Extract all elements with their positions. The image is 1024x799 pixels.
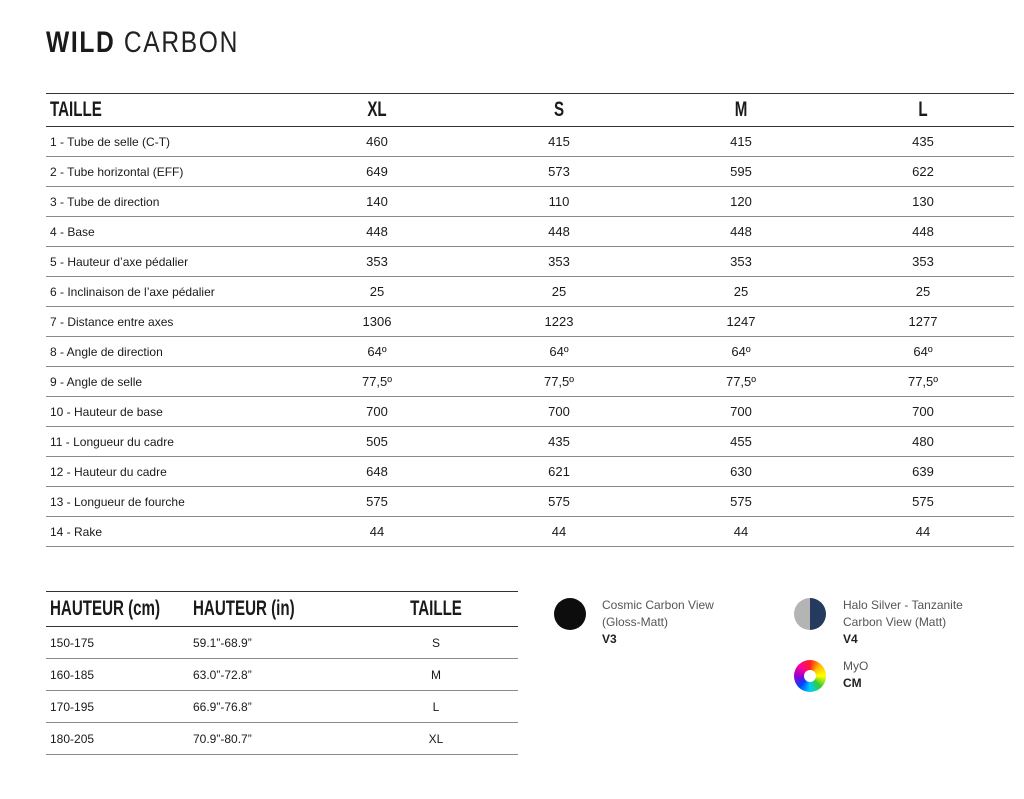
size-table [46, 591, 518, 755]
color-swatch-halo-silver [794, 598, 826, 630]
table-cell: 1223 [544, 314, 574, 329]
table-cell: 448 [730, 224, 752, 239]
table-cell: 448 [912, 224, 934, 239]
table-cell: 435 [912, 134, 934, 149]
color-label-cosmic-carbon [602, 597, 714, 648]
row-label: 13 - Longueur de fourche [50, 494, 185, 509]
table-cell: 575 [366, 494, 388, 509]
table-cell: 353 [548, 254, 570, 269]
table-row [46, 397, 1014, 427]
table-cell: 505 [366, 434, 388, 449]
table-row [46, 277, 1014, 307]
table-row [46, 127, 1014, 157]
table-row [46, 337, 1014, 367]
table-row [46, 187, 1014, 217]
table-cell: 150-175 [50, 635, 95, 650]
size-body [46, 627, 518, 755]
table-cell: 575 [912, 494, 934, 509]
color-swatch-myo [794, 660, 826, 692]
color-name: MyO [843, 659, 869, 673]
header-s: S [553, 98, 565, 121]
color-name: Halo Silver - Tanzanite [843, 598, 963, 612]
table-cell: 415 [548, 134, 570, 149]
table-cell: 140 [366, 194, 388, 209]
row-label: 7 - Distance entre axes [50, 314, 174, 329]
table-row [46, 659, 518, 691]
row-label: 10 - Hauteur de base [50, 404, 163, 419]
table-cell: 648 [366, 464, 388, 479]
table-cell: 64º [731, 344, 751, 359]
table-cell: 63.0”-72.8” [193, 667, 252, 682]
header-size: TAILLE [410, 597, 462, 620]
table-cell: 25 [369, 284, 385, 299]
geometry-header-row [46, 93, 1014, 127]
page-title [46, 26, 239, 60]
table-cell: 353 [912, 254, 934, 269]
header-height-cm: HAUTEUR (cm) [50, 597, 161, 620]
title-bold: WILD [46, 26, 116, 59]
row-label: 1 - Tube de selle (C-T) [50, 134, 171, 149]
table-cell: 77,5º [543, 374, 575, 389]
table-cell: 621 [548, 464, 570, 479]
row-label: 12 - Hauteur du cadre [50, 464, 167, 479]
color-finish: (Gloss-Matt) [602, 615, 668, 629]
table-cell: 460 [366, 134, 388, 149]
table-cell: 448 [548, 224, 570, 239]
header-m: M [734, 98, 748, 121]
table-cell: 575 [548, 494, 570, 509]
table-cell: 573 [548, 164, 570, 179]
table-cell: 77,5º [361, 374, 393, 389]
table-cell: 700 [730, 404, 752, 419]
table-cell: 1277 [908, 314, 938, 329]
table-row [46, 157, 1014, 187]
table-cell: 77,5º [725, 374, 757, 389]
table-cell: 64º [549, 344, 569, 359]
table-cell: 120 [730, 194, 752, 209]
table-cell: 575 [730, 494, 752, 509]
row-label: 5 - Hauteur d’axe pédalier [50, 254, 189, 269]
color-code: CM [843, 676, 862, 690]
table-cell: 110 [548, 194, 570, 209]
table-cell: 649 [366, 164, 388, 179]
row-label: 3 - Tube de direction [50, 194, 160, 209]
table-cell: 700 [548, 404, 570, 419]
table-cell: 180-205 [50, 731, 95, 746]
color-code: V3 [602, 632, 617, 646]
table-row [46, 517, 1014, 547]
table-cell: 353 [366, 254, 388, 269]
table-row [46, 307, 1014, 337]
table-cell: S [431, 635, 440, 650]
table-cell: 44 [733, 524, 749, 539]
table-cell: 44 [551, 524, 567, 539]
table-cell: 160-185 [50, 667, 95, 682]
header-l: L [918, 98, 928, 121]
table-cell: 700 [366, 404, 388, 419]
table-cell: 639 [912, 464, 934, 479]
table-cell: 77,5º [907, 374, 939, 389]
row-label: 6 - Inclinaison de l’axe pédalier [50, 284, 215, 299]
table-cell: 25 [551, 284, 567, 299]
table-row [46, 217, 1014, 247]
table-cell: 595 [730, 164, 752, 179]
table-cell: 630 [730, 464, 752, 479]
table-cell: 59.1”-68.9” [193, 635, 252, 650]
geometry-body [46, 127, 1014, 547]
geometry-table [46, 93, 1014, 547]
color-swatch-cosmic-carbon [554, 598, 586, 630]
color-finish: Carbon View (Matt) [843, 615, 947, 629]
header-height-in: HAUTEUR (in) [193, 597, 295, 620]
table-cell: 1247 [726, 314, 756, 329]
table-cell: 700 [912, 404, 934, 419]
row-label: 11 - Longueur du cadre [50, 434, 174, 449]
color-label-halo-silver [843, 597, 963, 648]
table-cell: XL [428, 731, 444, 746]
table-row [46, 487, 1014, 517]
table-row [46, 691, 518, 723]
table-cell: 44 [915, 524, 931, 539]
header-xl: XL [367, 98, 387, 121]
color-name: Cosmic Carbon View [602, 598, 714, 612]
table-cell: L [432, 699, 440, 714]
row-label: 4 - Base [50, 224, 95, 239]
title-light: CARBON [123, 26, 239, 59]
table-cell: M [431, 667, 441, 682]
size-header-row [46, 591, 518, 627]
header-size: TAILLE [50, 98, 102, 121]
table-row [46, 247, 1014, 277]
table-cell: 25 [733, 284, 749, 299]
row-label: 8 - Angle de direction [50, 344, 163, 359]
table-cell: 44 [369, 524, 385, 539]
table-cell: 448 [366, 224, 388, 239]
table-cell: 130 [912, 194, 934, 209]
table-cell: 435 [548, 434, 570, 449]
table-row [46, 723, 518, 755]
table-row [46, 427, 1014, 457]
table-cell: 64º [913, 344, 933, 359]
table-cell: 353 [730, 254, 752, 269]
table-cell: 66.9”-76.8” [193, 699, 252, 714]
table-row [46, 627, 518, 659]
table-row [46, 457, 1014, 487]
table-cell: 1306 [362, 314, 392, 329]
row-label: 2 - Tube horizontal (EFF) [50, 164, 184, 179]
row-label: 9 - Angle de selle [50, 374, 143, 389]
table-cell: 64º [367, 344, 387, 359]
table-cell: 70.9”-80.7” [193, 731, 252, 746]
table-cell: 415 [730, 134, 752, 149]
table-cell: 622 [912, 164, 934, 179]
table-cell: 455 [730, 434, 752, 449]
color-label-myo [843, 658, 868, 692]
table-cell: 480 [912, 434, 934, 449]
table-cell: 25 [915, 284, 931, 299]
color-code: V4 [843, 632, 858, 646]
table-row [46, 367, 1014, 397]
row-label: 14 - Rake [50, 524, 103, 539]
table-cell: 170-195 [50, 699, 95, 714]
